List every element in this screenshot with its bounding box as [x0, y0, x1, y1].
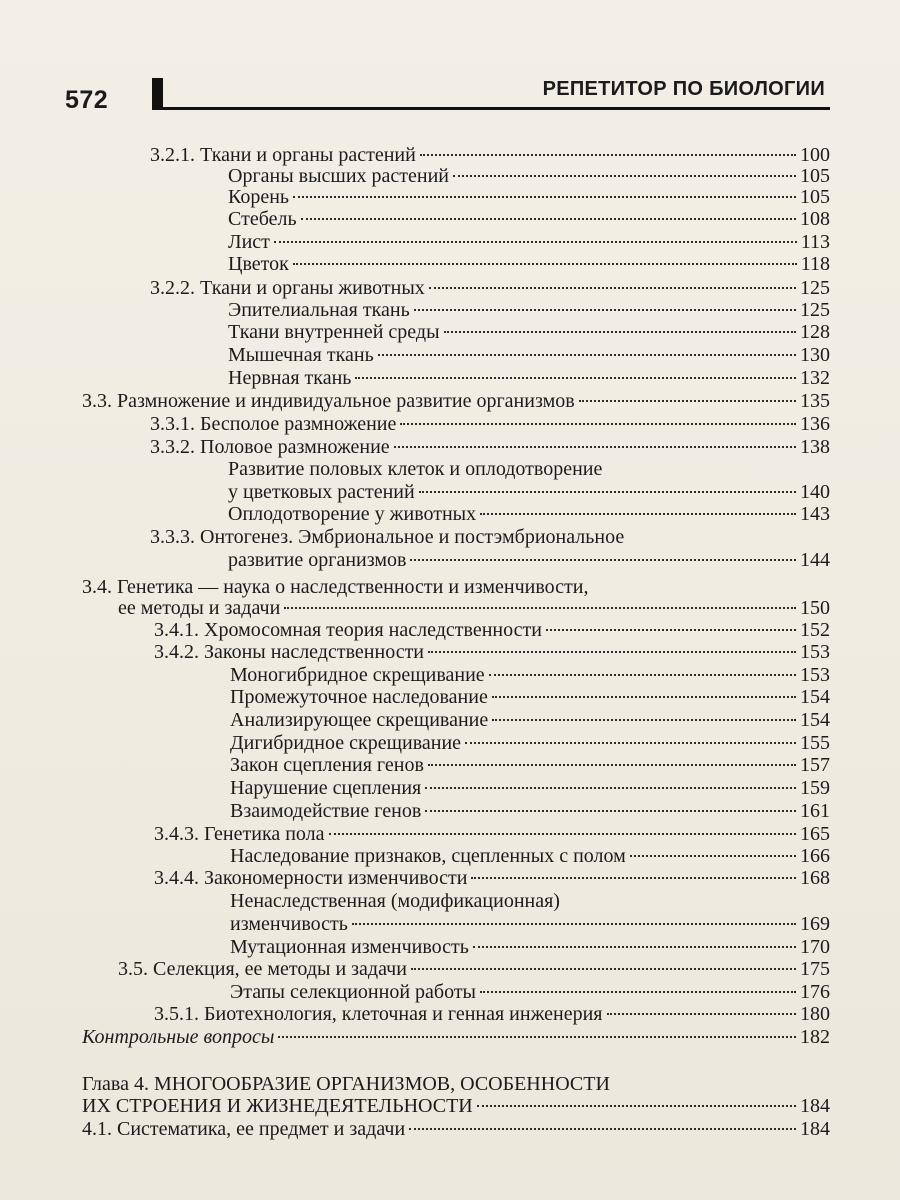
dot-leader — [420, 154, 796, 156]
toc-entry — [154, 640, 830, 664]
toc-entry — [150, 435, 830, 459]
toc-entry — [228, 230, 830, 254]
toc-entry — [228, 480, 830, 504]
header-rule — [152, 107, 830, 110]
toc-entry-page: 153 — [800, 664, 830, 686]
toc-entry — [82, 1117, 830, 1141]
toc-entry-page: 165 — [800, 823, 830, 845]
toc-entry-page: 170 — [800, 936, 830, 958]
toc-entry-title: 3.3.1. Бесполое размножение — [150, 413, 397, 435]
toc-entry-title: Промежуточное наследование — [230, 686, 488, 708]
dot-leader — [579, 400, 796, 402]
book-title: РЕПЕТИТОР ПО БИОЛОГИИ — [542, 78, 825, 100]
toc-entry-page: 176 — [800, 981, 830, 1003]
toc-entry-page: 125 — [800, 277, 830, 299]
dot-leader — [409, 1128, 796, 1130]
toc-entry-page: 168 — [800, 867, 830, 889]
toc-entry-page: 157 — [800, 754, 830, 776]
toc-entry — [154, 822, 830, 846]
toc-entry-title: ИХ СТРОЕНИЯ И ЖИЗНЕДЕЯТЕЛЬНОСТИ — [82, 1095, 473, 1117]
toc-entry — [154, 618, 830, 642]
dot-leader — [293, 263, 797, 265]
dot-leader — [492, 719, 796, 721]
toc-entry — [230, 776, 830, 800]
toc-entry-title: Лист — [228, 231, 270, 253]
toc-entry-title: ее методы и задачи — [118, 597, 281, 619]
toc-entry-title: 3.4.3. Генетика пола — [154, 823, 325, 845]
toc-entry-title: Наследование признаков, сцепленных с полом — [230, 845, 626, 867]
toc-entry-title: 3.5. Селекция, ее методы и задачи — [118, 958, 407, 980]
toc-entry-title: Моногибридное скрещивание — [230, 664, 485, 686]
toc-entry — [228, 298, 830, 322]
toc-entry — [230, 844, 830, 868]
toc-entry — [118, 596, 830, 620]
toc-entry — [154, 866, 830, 890]
toc-entry-page: 143 — [800, 503, 830, 525]
dot-leader — [429, 287, 796, 289]
header-rule-block — [152, 78, 163, 110]
toc-entry-title: 3.2.2. Ткани и органы животных — [150, 277, 425, 299]
toc-entry-title: Анализирующее скрещивание — [230, 709, 489, 731]
toc-entry-title: 3.4. Генетика — наука о наследственности и изменчивости, — [82, 576, 589, 598]
toc-entry-page: 166 — [800, 845, 830, 867]
toc-entry-page: 105 — [800, 165, 830, 187]
toc-entry-title: развитие организмов — [228, 549, 407, 571]
dot-leader — [480, 513, 796, 515]
dot-leader — [394, 446, 796, 448]
toc-entry-title: Органы высших растений — [228, 165, 450, 187]
toc-entry-title: изменчивость — [230, 913, 348, 935]
toc-entry-page: 105 — [800, 186, 830, 208]
toc-entry-title: 3.4.1. Хромосомная теория наследственности — [154, 619, 542, 641]
toc-entry-page: 135 — [800, 390, 830, 412]
toc-entry-title: Корень — [228, 186, 290, 208]
toc-entry-title: 3.3.2. Половое размножение — [150, 436, 390, 458]
dot-leader — [444, 331, 796, 333]
dot-leader — [284, 607, 796, 609]
toc-entry — [228, 548, 830, 572]
dot-leader — [630, 855, 796, 857]
toc-entry-page: 152 — [800, 619, 830, 641]
toc-entry-page: 140 — [800, 481, 830, 503]
toc-entry — [230, 708, 830, 732]
toc-entry — [150, 412, 830, 436]
toc-entry-title: Ненаследственная (модификационная) — [230, 890, 560, 912]
toc-entry — [230, 753, 830, 777]
dot-leader — [477, 1105, 796, 1107]
dot-leader — [419, 491, 796, 493]
toc-entry-page: 169 — [800, 913, 830, 935]
toc-entry-title: Оплодотворение у животных — [228, 503, 477, 525]
page-number: 572 — [65, 86, 109, 114]
toc-entry-page: 155 — [800, 732, 830, 754]
dot-leader — [425, 787, 796, 789]
toc-entry — [228, 185, 830, 209]
toc-entry-page: 125 — [800, 299, 830, 321]
dot-leader — [278, 1036, 796, 1038]
toc-entry-title: Развитие половых клеток и оплодотворение — [228, 458, 603, 480]
toc-entry-review-questions — [82, 1025, 830, 1049]
toc-entry-title: Мутационная изменчивость — [230, 936, 469, 958]
toc-entry-title: 4.1. Систематика, ее предмет и задачи — [82, 1118, 406, 1140]
dot-leader — [607, 1013, 797, 1015]
toc-entry-page: 154 — [800, 709, 830, 731]
toc-entry-page: 138 — [800, 436, 830, 458]
dot-leader — [425, 810, 796, 812]
toc-entry — [118, 957, 830, 981]
toc-entry-page: 136 — [800, 413, 830, 435]
dot-leader — [492, 696, 796, 698]
toc-entry-page: 154 — [800, 686, 830, 708]
dot-leader — [546, 629, 796, 631]
toc-entry-page: 150 — [800, 597, 830, 619]
toc-entry — [228, 343, 830, 367]
toc-entry-page: 182 — [800, 1026, 830, 1048]
toc-entry — [228, 207, 830, 231]
toc-entry-title: 3.4.4. Закономерности изменчивости — [154, 867, 468, 889]
toc-entry-page: 184 — [800, 1118, 830, 1140]
dot-leader — [428, 651, 796, 653]
toc-entry-page: 130 — [800, 344, 830, 366]
dot-leader — [400, 423, 796, 425]
dot-leader — [301, 218, 796, 220]
toc-entry-title: 3.4.2. Законы наследственности — [154, 641, 425, 663]
dot-leader — [489, 674, 796, 676]
toc-entry-title: 3.3.3. Онтогенез. Эмбриональное и постэмбриональное — [150, 526, 625, 548]
toc-entry-title: Этапы селекционной работы — [230, 981, 476, 1003]
toc-entry-page: 132 — [800, 367, 830, 389]
toc-entry-page: 113 — [800, 231, 830, 253]
toc-entry — [228, 366, 830, 390]
dot-leader — [410, 559, 796, 561]
dot-leader — [355, 377, 796, 379]
chapter-heading-line-1: Глава 4. МНОГООБРАЗИЕ ОРГАНИЗМОВ, ОСОБЕННОСТИ — [82, 1073, 610, 1095]
toc-entry — [230, 912, 830, 936]
toc-entry-title: 3.2.1. Ткани и органы растений — [150, 144, 416, 166]
toc-entry — [230, 799, 830, 823]
dot-leader — [465, 742, 796, 744]
toc-entry-chapter — [82, 1094, 830, 1118]
toc-entry-title: Контрольные вопросы — [82, 1026, 275, 1048]
toc-entry-title: Нарушение сцепления — [230, 777, 422, 799]
toc-entry-page: 100 — [800, 144, 830, 166]
dot-leader — [293, 196, 796, 198]
dot-leader — [453, 175, 796, 177]
toc-entry-title: у цветковых растений — [228, 481, 415, 503]
toc-entry — [228, 320, 830, 344]
toc-entry-page: 128 — [800, 321, 830, 343]
toc-entry-page: 175 — [800, 958, 830, 980]
dot-leader — [352, 923, 796, 925]
toc-entry-title: Эпителиальная ткань — [228, 299, 410, 321]
toc-entry-page: 180 — [800, 1003, 830, 1025]
toc-entry-title: Мышечная ткань — [228, 344, 374, 366]
toc-entry — [230, 935, 830, 959]
toc-entry-title: Цветок — [228, 253, 289, 275]
toc-entry-title: Нервная ткань — [228, 367, 352, 389]
running-head — [0, 70, 900, 118]
dot-leader — [428, 764, 796, 766]
toc-entry-title: Дигибридное скрещивание — [230, 732, 462, 754]
dot-leader — [471, 877, 796, 879]
toc-entry-page: 144 — [800, 549, 830, 571]
toc-entry — [154, 1002, 830, 1026]
toc-entry-title: Взаимодействие генов — [230, 800, 422, 822]
toc-entry-title: Стебель — [228, 208, 297, 230]
toc-entry-title: Ткани внутренней среды — [228, 321, 440, 343]
toc-entry — [82, 389, 830, 413]
toc-entry-page: 118 — [800, 253, 830, 275]
toc-entry — [230, 980, 830, 1004]
toc-entry — [230, 731, 830, 755]
toc-entry-title: Закон сцепления генов — [230, 754, 424, 776]
dot-leader — [480, 991, 796, 993]
toc-entry — [228, 252, 830, 276]
toc-entry — [230, 685, 830, 709]
dot-leader — [329, 833, 796, 835]
dot-leader — [378, 354, 796, 356]
toc-entry-page: 108 — [800, 208, 830, 230]
toc-entry-title: 3.3. Размножение и индивидуальное развитие организмов — [82, 390, 575, 412]
toc-entry-page: 184 — [800, 1095, 830, 1117]
dot-leader — [274, 241, 797, 243]
dot-leader — [411, 968, 796, 970]
dot-leader — [473, 946, 796, 948]
toc-entry-page: 161 — [800, 800, 830, 822]
toc-entry — [228, 502, 830, 526]
toc-entry — [150, 276, 830, 300]
dot-leader — [414, 309, 796, 311]
toc-entry-page: 153 — [800, 641, 830, 663]
toc-entry-title: 3.5.1. Биотехнология, клеточная и генная инженерия — [154, 1003, 603, 1025]
toc-entry-page: 159 — [800, 777, 830, 799]
toc-entry — [230, 663, 830, 687]
